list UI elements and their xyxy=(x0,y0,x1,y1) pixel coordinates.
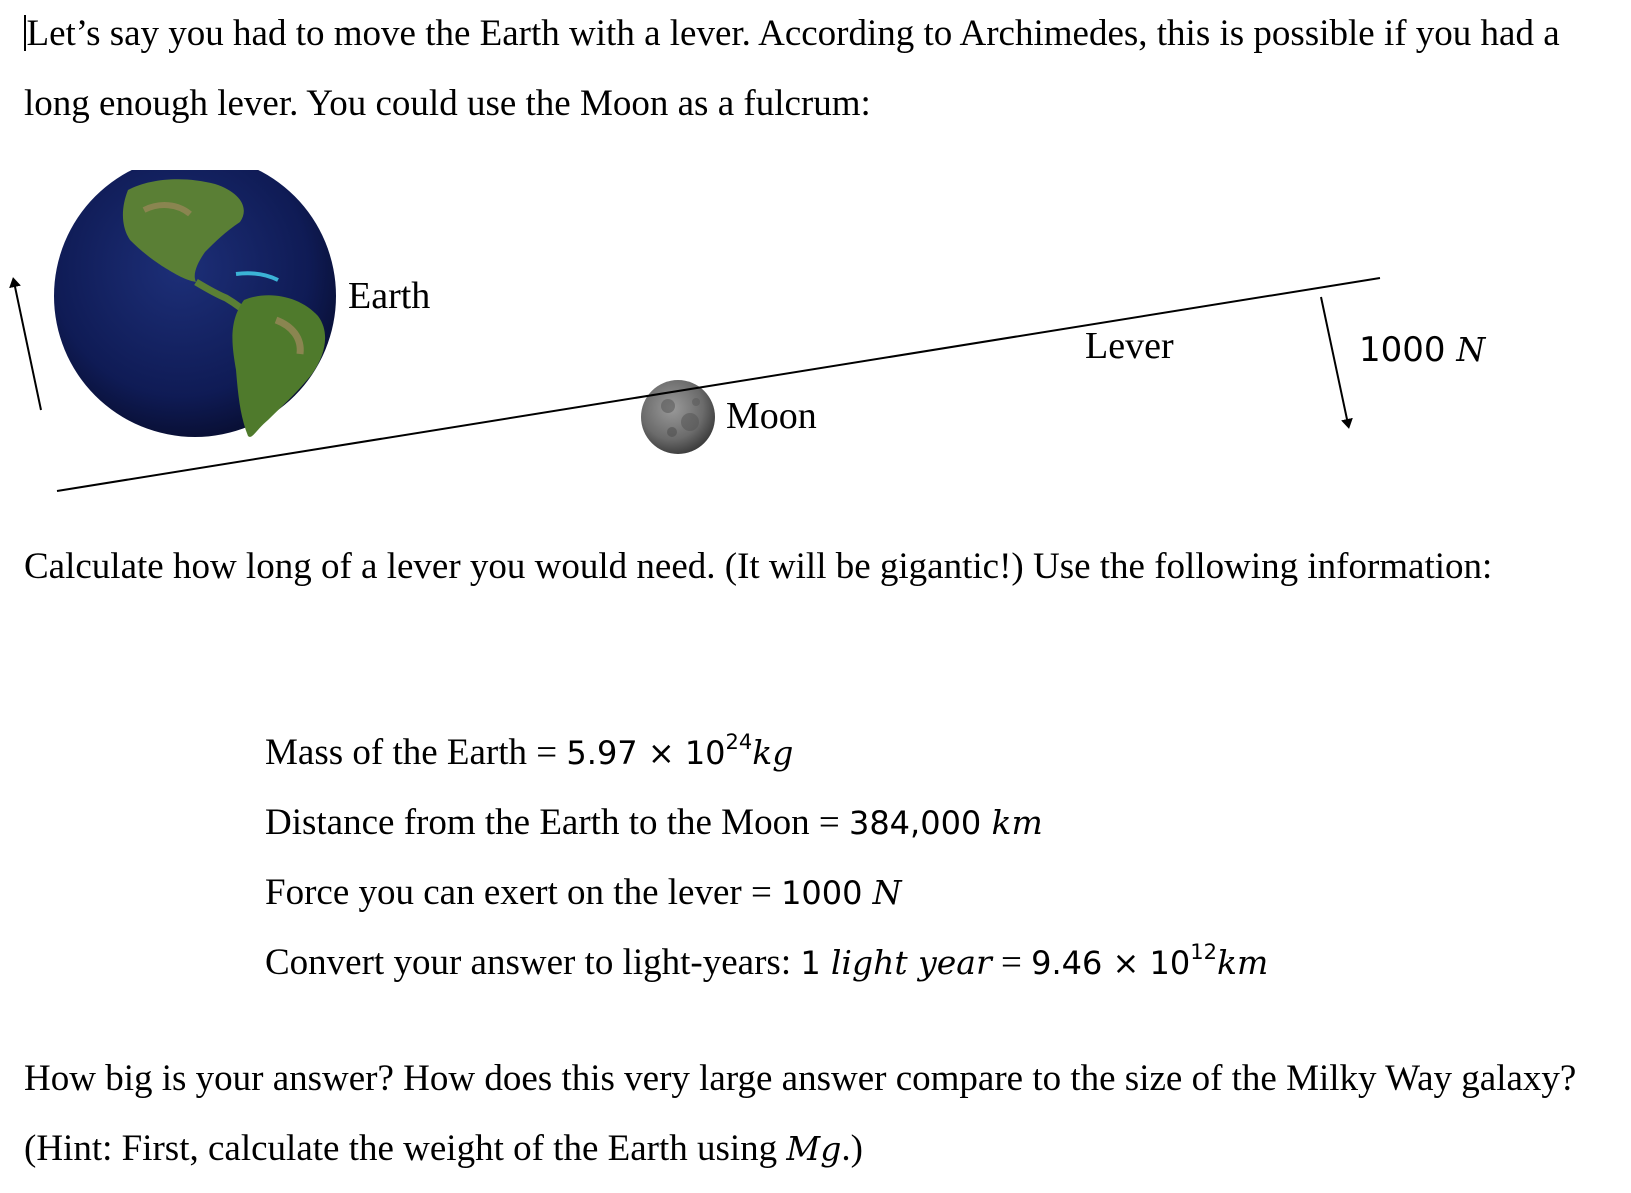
given-mass-label: Mass of the Earth xyxy=(265,732,528,773)
given-mass-eq: = xyxy=(536,732,558,773)
text-cursor xyxy=(24,15,26,51)
given-mass-value xyxy=(566,730,794,772)
given-mass-exp: 24 xyxy=(725,730,753,754)
given-convert-exp: 12 xyxy=(1190,940,1217,964)
given-distance-value xyxy=(849,804,1043,842)
given-convert-label: Convert your answer to light-years: xyxy=(265,942,792,983)
intro-text: Let’s say you had to move the Earth with a lever. According to Archimedes, this is possible if you had a long enough lever. You could use the Moon as a fulcrum: xyxy=(24,13,1560,124)
given-convert-term: light year xyxy=(830,943,992,982)
given-force-unit: N xyxy=(872,873,902,912)
given-distance-label: Distance from the Earth to the Moon xyxy=(265,802,810,843)
given-distance-eq: = xyxy=(818,802,840,843)
question-end: .) xyxy=(841,1128,863,1169)
earth-globe-image xyxy=(54,170,336,437)
given-force xyxy=(265,868,902,918)
given-convert-one: 1 xyxy=(800,944,821,982)
given-convert-unit: km xyxy=(1216,943,1269,982)
given-distance xyxy=(265,798,1043,848)
given-convert xyxy=(265,938,1268,988)
force-label xyxy=(1359,330,1485,370)
arrow-down-icon xyxy=(1321,297,1348,424)
given-convert-coef: 9.46 × 10 xyxy=(1031,944,1191,982)
given-convert-eq: = xyxy=(1000,942,1022,983)
given-convert-result xyxy=(1031,940,1269,982)
given-convert-value xyxy=(800,944,991,982)
given-distance-number: 384,000 xyxy=(848,804,982,842)
force-value: 1000 xyxy=(1359,330,1446,370)
lever-diagram xyxy=(0,170,1631,510)
question-symbol: Mg xyxy=(786,1129,842,1168)
question-text: How big is your answer? How does this very large answer compare to the size of the Milky Way galaxy? (Hint: First, calculate the weight of the Earth using xyxy=(24,1058,1577,1169)
given-force-eq: = xyxy=(750,872,772,913)
lever-label: Lever xyxy=(1085,325,1174,367)
given-distance-unit: km xyxy=(991,803,1043,842)
given-force-value xyxy=(781,874,901,912)
moon-label: Moon xyxy=(726,395,817,437)
arrow-up-icon xyxy=(14,282,41,410)
earth-label: Earth xyxy=(348,275,431,317)
task-paragraph: Calculate how long of a lever you would need. (It will be gigantic!) Use the following information: xyxy=(24,546,1493,587)
given-mass-coef: 5.97 × 10 xyxy=(566,734,726,772)
given-force-label: Force you can exert on the lever xyxy=(265,872,742,913)
given-force-number: 1000 xyxy=(781,874,863,912)
force-unit: N xyxy=(1456,330,1486,369)
given-mass-unit: kg xyxy=(752,733,794,772)
given-mass xyxy=(265,728,793,778)
question-paragraph xyxy=(24,1044,1614,1184)
intro-paragraph xyxy=(24,0,1614,139)
